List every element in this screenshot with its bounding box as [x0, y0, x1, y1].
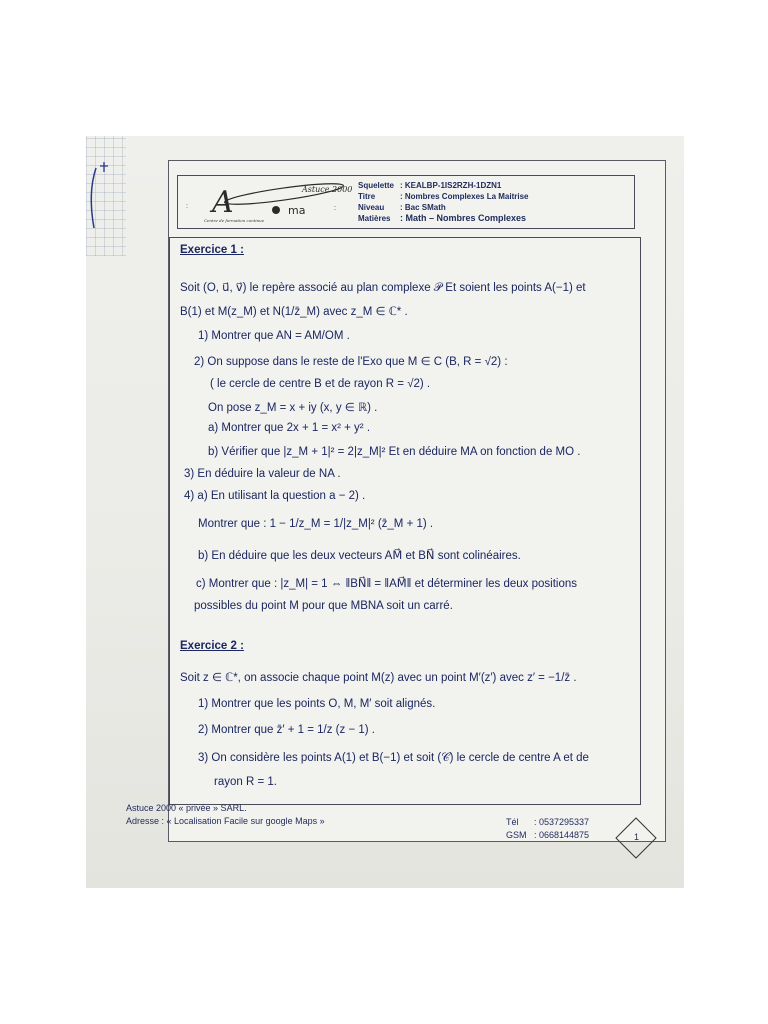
ex2-question-2: 2) Montrer que z̄′ + 1 = 1/z (z − 1) . [198, 724, 375, 736]
meta-table [358, 180, 630, 224]
ex1-question-4a: 4) a) En utilisant la question a − 2) . [184, 490, 366, 502]
ex1-question-2a: a) Montrer que 2x + 1 = x² + y² . [208, 422, 371, 434]
footer-address: Adresse : « Localisation Facile sur google Maps » [126, 816, 325, 826]
meta-value: : Bac SMath [400, 203, 446, 212]
gsm-number: : 0668144875 [534, 830, 590, 840]
meta-value: : Nombres Complexes La Maitrise [400, 192, 529, 201]
footer-contacts [506, 816, 589, 842]
meta-key: Matières [358, 214, 391, 223]
ex1-line: Soit (O, u⃗, v⃗) le repère associé au plan complexe 𝒫 Et soient les points A(−1) et [180, 282, 586, 294]
footer-company: Astuce 2000 « privée » SARL. [126, 803, 247, 813]
ex2-line: Soit z ∈ ℂ*, on associe chaque point M(z) avec un point M′(z′) avec z′ = −1/z̄ . [180, 672, 577, 684]
ex1-line: ( le cercle de centre B et de rayon R = √2) . [210, 378, 431, 390]
ex1-line: B(1) et M(z_M) et N(1/z̄_M) avec z_M ∈ ℂ* . [180, 306, 408, 318]
ex1-question-4c: c) Montrer que : |z_M| = 1 ⇔ ‖BN⃗‖ = ‖AM⃗‖ et déterminer les deux positions [196, 578, 577, 590]
page-number-badge [614, 816, 658, 860]
pen-mark [86, 156, 126, 236]
meta-key: Squelette [358, 181, 395, 190]
ex1-question-2: 2) On suppose dans le reste de l'Exo que M ∈ C (B, R = √2) : [194, 356, 508, 368]
header-box [177, 175, 635, 229]
footer [126, 802, 656, 862]
svg-text:A: A [212, 185, 234, 220]
meta-row-niveau [358, 202, 630, 213]
logo-tagline: Centre de formation continue [204, 218, 265, 223]
document-photo [86, 136, 684, 888]
exercise-1-title: Exercice 1 : [180, 244, 244, 256]
logo-text: Astuce 2000 [302, 185, 353, 194]
logo-letters: ma [288, 204, 306, 217]
exercise-box [169, 237, 641, 805]
exam-sheet [168, 160, 666, 842]
exercise-2-title: Exercice 2 : [180, 640, 244, 652]
meta-key: Titre [358, 192, 376, 201]
gsm-label: GSM [506, 830, 527, 840]
svg-text::: : [186, 203, 188, 210]
meta-row-titre [358, 191, 630, 202]
meta-value: : KEALBP-1IS2RZH-1DZN1 [400, 181, 502, 190]
meta-row-matieres [358, 213, 630, 224]
ex2-question-1: 1) Montrer que les points O, M, M′ soit alignés. [198, 698, 436, 710]
ex1-line: possibles du point M pour que MBNA soit un carré. [194, 600, 453, 612]
ex1-question-1: 1) Montrer que AN = AM/OM . [198, 330, 350, 342]
ex1-question-2b: b) Vérifier que |z_M + 1|² = 2|z_M|² Et en déduire MA on fonction de MO . [208, 446, 581, 458]
ex1-question-4b: b) En déduire que les deux vecteurs AM⃗ et BN⃗ sont colinéaires. [198, 550, 521, 562]
ex2-question-3: 3) On considère les points A(1) et B(−1) et soit (𝒞) le cercle de centre A et de [198, 752, 589, 764]
meta-row-squelette [358, 180, 630, 191]
meta-key: Niveau [358, 203, 385, 212]
ex1-question-3: 3) En déduire la valeur de NA . [184, 468, 341, 480]
tel-label: Tél [506, 817, 519, 827]
ex1-line: Montrer que : 1 − 1/z_M = 1/|z_M|² (z̄_M + 1) . [198, 518, 434, 530]
logo-icon [184, 178, 354, 224]
page-number: 1 [634, 832, 640, 842]
logo [184, 178, 354, 224]
meta-value: : Math – Nombres Complexes [400, 213, 527, 223]
ex2-line: rayon R = 1. [214, 776, 277, 788]
tel-number: : 0537295337 [534, 817, 590, 827]
svg-text::: : [334, 205, 336, 212]
ex1-line: On pose z_M = x + iy (x, y ∈ ℝ) . [208, 402, 378, 414]
